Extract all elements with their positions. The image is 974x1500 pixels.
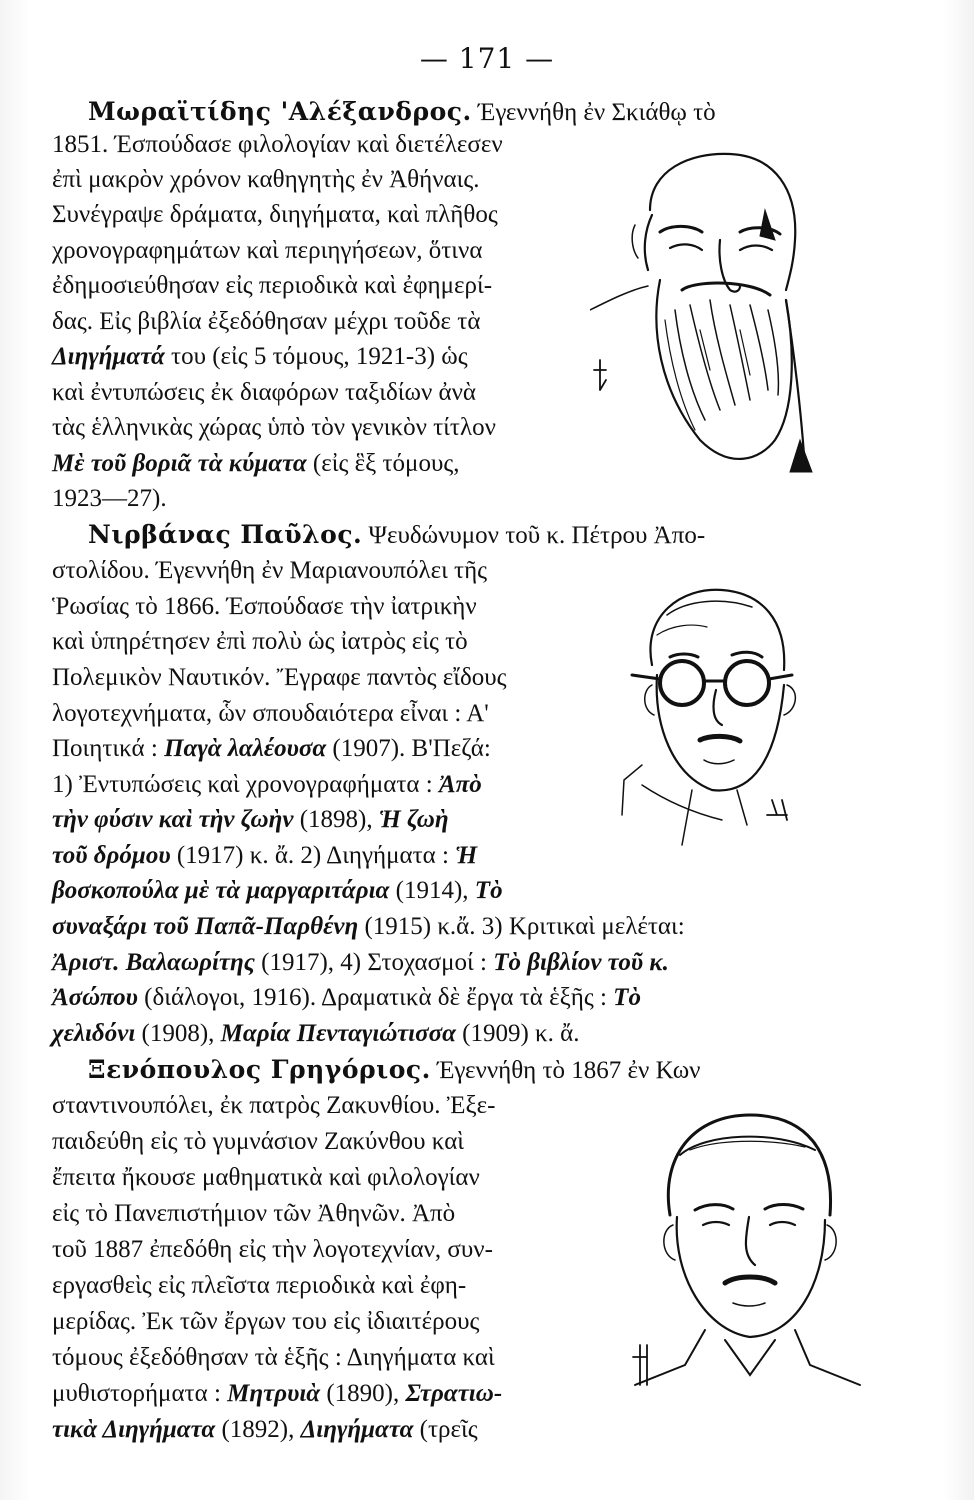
entry-text-line: στολίδου. Έγεννήθη ἐν Μαριανουπόλει τῆς [52,557,488,584]
book-title: Μητρυιὰ [227,1380,321,1407]
book-title: χελιδόνι [52,1020,136,1047]
book-title: Διηγήματά [52,343,165,370]
entry-text-line: Μὲ τοῦ βοριᾶ τὰ κύματα (εἰς ἓξ τόμους, [52,450,460,477]
entry-heading: Νιρβάνας Παῦλος. [88,520,363,549]
book-title: Τὸ βιβλίον τοῦ κ. [493,949,669,976]
entry-text-line: Ἀριστ. Βαλαωρίτης (1917), 4) Στοχασμοί : Τὸ βιβλίον τοῦ κ. [52,949,669,976]
entry-moraitidis-line-0: Μωραϊτίδης 'Αλέξανδρος. Έγεννήθη ἐν Σκιάθῳ τὸ [88,97,716,126]
entry-text-line: παιδεύθη εἰς τὸ γυμνάσιον Ζακύνθου καὶ [52,1128,465,1155]
entry-text-line: τὰς ἑλληνικὰς χώρας ὑπὸ τὸν γενικὸν τίτλον [52,414,496,441]
book-title: Μαρία Πενταγιώτισσα [220,1020,456,1047]
entry-text-line: Διηγήματά του (εἰς 5 τόμους, 1921-3) ὡς [52,343,468,370]
entry-text-line: εἰς τὸ Πανεπιστήμιον τῶν Ἀθηνῶν. Ἀπὸ [52,1200,456,1227]
entry-text-line: μερίδας. Ἐκ τῶν ἔργων του εἰς ἰδιαιτέρους [52,1308,480,1335]
entry-text-line: τικὰ Διηγήματα (1892), Διηγήματα (τρεῖς [52,1416,478,1443]
entry-text-line: λογοτεχνήματα, ὧν σπουδαιότερα εἶναι : Α' [52,700,489,727]
entry-text-line: Πολεμικὸν Ναυτικόν. Ἔγραφε παντὸς εἴδους [52,664,507,691]
book-title: Μὲ τοῦ βοριᾶ τὰ κύματα [52,450,307,477]
book-title: Τὸ [474,877,503,904]
entry-text-line: τὴν φύσιν καὶ τὴν ζωὴν (1898), Ἡ ζωὴ [52,806,449,833]
entry-text-line: καὶ ὑπηρέτησεν ἐπὶ πολὺ ὡς ἰατρὸς εἰς τὸ [52,628,468,655]
entry-xenopoulos-line-0: Ξενόπουλος Γρηγόριος. Έγεννήθη τὸ 1867 ἐν Κων [88,1055,701,1084]
entry-text-line: χελιδόνι (1908), Μαρία Πενταγιώτισσα (1909) κ. ἄ. [52,1020,580,1047]
entry-text-line: Ποιητικά : Παγὰ λαλέουσα (1907). Β'Πεζά: [52,735,491,762]
entry-text-line: Συνέγραψε δράματα, διηγήματα, καὶ πλῆθος [52,201,498,228]
book-title: τὴν φύσιν καὶ τὴν ζωὴν [52,806,294,833]
entry-text-line: ἐδημοσιεύθησαν εἰς περιοδικὰ καὶ ἐφημερί- [52,272,493,299]
entry-text-line: Ῥωσίας τὸ 1866. Έσπούδασε τὴν ἰατρικὴν [52,593,477,620]
entry-text-line: εργασθεὶς εἰς πλεῖστα περιοδικὰ καὶ ἐφη- [52,1272,467,1299]
book-title: Ἀριστ. Βαλαωρίτης [52,949,255,976]
entry-text-line: καὶ ἐντυπώσεις ἐκ διαφόρων ταξιδίων ἀνὰ [52,379,476,406]
entry-heading: Μωραϊτίδης 'Αλέξανδρος. [88,97,472,126]
book-title: Ἡ ζωὴ [378,806,449,833]
book-title: Ἀσώπου [52,984,138,1011]
entry-text-line: τοῦ 1887 ἐπεδόθη εἰς τὴν λογοτεχνίαν, συν- [52,1236,493,1263]
entry-text-line: χρονογραφημάτων καὶ περιηγήσεων, ὅτινα [52,237,483,264]
book-title: Ἡ [455,842,478,869]
book-title: τοῦ δρόμου [52,842,171,869]
book-title: Στρατιω- [405,1380,503,1407]
entry-text-line: 1) Ἐντυπώσεις καὶ χρονογραφήματα : Ἀπὸ [52,771,482,798]
entry-text-line: ἔπειτα ἤκουσε μαθηματικὰ καὶ φιλολογίαν [52,1164,480,1191]
entry-text-line: σταντινουπόλει, ἐκ πατρὸς Ζακυνθίου. Ἐξε- [52,1092,496,1119]
book-title: τικὰ Διηγήματα [52,1416,216,1443]
entry-nirvanas-line-0: Νιρβάνας Παῦλος. Ψευδώνυμον τοῦ κ. Πέτρου Ἀπο- [88,520,706,549]
entry-heading: Ξενόπουλος Γρηγόριος. [88,1055,431,1084]
entry-text-line: δας. Εἰς βιβλία ἐξεδόθησαν μέχρι τοῦδε τὰ [52,308,481,335]
portrait-moraitidis-image [590,140,820,480]
book-title: Διηγήματα [300,1416,414,1443]
entry-text-line: τοῦ δρόμου (1917) κ. ἄ. 2) Διηγήματα : Ἡ [52,842,478,869]
entry-text-line: 1923—27). [52,485,167,512]
book-title: βοσκοπούλα μὲ τὰ μαργαριτάρια [52,877,390,904]
book-title: Παγὰ λαλέουσα [164,735,327,762]
portrait-nirvanas-image [612,575,812,875]
entry-text-line: ἐπὶ μακρὸν χρόνον καθηγητὴς ἐν Ἀθήναις. [52,166,480,193]
entry-text-line: 1851. Έσπούδασε φιλολογίαν καὶ διετέλεσεν [52,131,503,158]
book-title: Τὸ [613,984,641,1011]
book-title: Ἀπὸ [438,771,482,798]
page-number: — 171 — [419,42,555,75]
entry-text-line: μυθιστορήματα : Μητρυιὰ (1890), Στρατιω- [52,1380,503,1407]
entry-text-line: βοσκοπούλα μὲ τὰ μαργαριτάρια (1914), Τὸ [52,877,503,904]
book-title: συναξάρι τοῦ Παπᾶ-Παρθένη [52,913,359,940]
entry-text-line: συναξάρι τοῦ Παπᾶ-Παρθένη (1915) κ.ἄ. 3) Κριτικαὶ μελέται: [52,913,685,940]
portrait-xenopoulos-image [625,1105,865,1405]
entry-text-line: Ἀσώπου (διάλογοι, 1916). Δραματικὰ δὲ ἔργα τὰ ἑξῆς : Τὸ [52,984,641,1011]
entry-text-line: τόμους ἐξεδόθησαν τὰ ἑξῆς : Διηγήματα καὶ [52,1344,495,1371]
